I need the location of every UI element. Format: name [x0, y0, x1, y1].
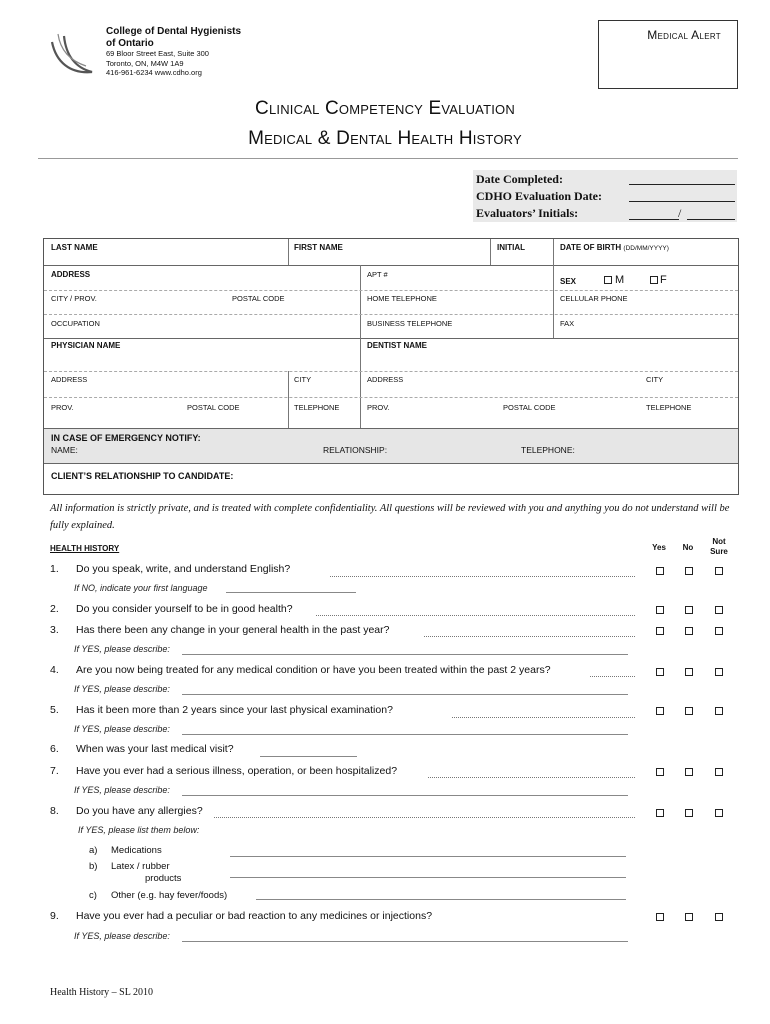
- q1-no-checkbox[interactable]: [685, 567, 693, 575]
- q2-text: Do you consider yourself to be in good health?: [76, 603, 293, 615]
- form-title: Clinical Competency Evaluation: [255, 98, 515, 119]
- q5-number: 5.: [50, 704, 59, 716]
- cellular-phone-label: CELLULAR PHONE: [560, 294, 628, 303]
- q5-not-sure-checkbox[interactable]: [715, 707, 723, 715]
- q6-number: 6.: [50, 743, 59, 755]
- q6-text: When was your last medical visit?: [76, 743, 234, 755]
- initials-label: Evaluators’ Initials:: [476, 206, 579, 220]
- q4-yes-checkbox[interactable]: [656, 668, 664, 676]
- medical-alert-label: Medical Alert: [647, 28, 721, 42]
- q8-number: 8.: [50, 805, 59, 817]
- q3-no-checkbox[interactable]: [685, 627, 693, 635]
- org-name: College of Dental Hygienists of Ontario: [106, 26, 242, 49]
- date-completed-label: Date Completed:: [476, 172, 563, 186]
- emergency-contact-section: [44, 428, 738, 463]
- cdho-logo-icon: [46, 22, 98, 78]
- header-divider: [38, 158, 738, 159]
- confidentiality-note: All information is strictly private, and is treated with complete confidentiality. All questions will be reviewed with you and anything you do not understand will be fully explained.: [50, 503, 730, 531]
- date-completed-field[interactable]: [629, 184, 735, 185]
- q5-no-checkbox[interactable]: [685, 707, 693, 715]
- home-telephone-label: HOME TELEPHONE: [367, 294, 437, 303]
- physician-postal-label: POSTAL CODE: [187, 403, 240, 412]
- physician-prov-label: PROV.: [51, 403, 74, 412]
- q8c-label: Other (e.g. hay fever/foods): [111, 890, 228, 901]
- form-subtitle: Medical & Dental Health History: [248, 128, 522, 149]
- q9-followup: If YES, please describe:: [74, 931, 170, 941]
- q7-followup: If YES, please describe:: [74, 785, 170, 795]
- city-prov-label: CITY / PROV.: [51, 294, 97, 303]
- q7-text: Have you ever had a serious illness, operation, or been hospitalized?: [76, 765, 398, 777]
- q1-not-sure-checkbox[interactable]: [715, 567, 723, 575]
- occupation-label: OCCUPATION: [51, 319, 100, 328]
- sex-m-label: M: [615, 274, 625, 286]
- dentist-prov-label: PROV.: [367, 403, 390, 412]
- initials-separator: /: [678, 206, 682, 220]
- initial-label: INITIAL: [497, 243, 525, 252]
- last-name-label: LAST NAME: [51, 243, 98, 252]
- q5-yes-checkbox[interactable]: [656, 707, 664, 715]
- physician-telephone-label: TELEPHONE: [294, 403, 340, 412]
- sex-m-checkbox[interactable]: [604, 276, 612, 284]
- q8a-letter: a): [89, 845, 98, 856]
- q8-yes-checkbox[interactable]: [656, 809, 664, 817]
- sex-f-checkbox[interactable]: [650, 276, 658, 284]
- emergency-heading: IN CASE OF EMERGENCY NOTIFY:: [51, 433, 201, 443]
- q4-followup: If YES, please describe:: [74, 684, 170, 694]
- q5-followup: If YES, please describe:: [74, 724, 170, 734]
- cdho-date-label: CDHO Evaluation Date:: [476, 189, 602, 203]
- q3-yes-checkbox[interactable]: [656, 627, 664, 635]
- q4-no-checkbox[interactable]: [685, 668, 693, 676]
- first-name-label: FIRST NAME: [294, 243, 343, 252]
- q9-number: 9.: [50, 910, 59, 922]
- emergency-relationship-label: RELATIONSHIP:: [323, 445, 388, 455]
- evaluation-dates: [473, 170, 737, 222]
- q8a-medications-field[interactable]: [230, 856, 626, 857]
- initials-field-1[interactable]: [629, 219, 679, 220]
- client-relationship-label: CLIENT’S RELATIONSHIP TO CANDIDATE:: [51, 471, 234, 481]
- q8b-letter: b): [89, 861, 98, 872]
- q3-number: 3.: [50, 624, 59, 636]
- client-info-table: [43, 238, 739, 495]
- col-yes: Yes: [652, 543, 666, 552]
- q4-number: 4.: [50, 664, 59, 676]
- dentist-postal-label: POSTAL CODE: [503, 403, 556, 412]
- q8c-other-field[interactable]: [256, 899, 626, 900]
- col-no: No: [682, 543, 694, 552]
- q1-followup: If NO, indicate your first language: [74, 583, 208, 593]
- physician-address-label: ADDRESS: [51, 375, 88, 384]
- postal-code-label: POSTAL CODE: [232, 294, 285, 303]
- q5-describe-field[interactable]: [182, 734, 628, 735]
- q8b-label-2: products: [145, 873, 182, 884]
- q4-not-sure-checkbox[interactable]: [715, 668, 723, 676]
- physician-name-label: PHYSICIAN NAME: [51, 341, 121, 350]
- q1-language-field[interactable]: [226, 592, 356, 593]
- q7-no-checkbox[interactable]: [685, 768, 693, 776]
- dentist-name-label: DENTIST NAME: [367, 341, 427, 350]
- q2-yes-checkbox[interactable]: [656, 606, 664, 614]
- q8a-label: Medications: [111, 845, 162, 856]
- q6-last-visit-field[interactable]: [260, 756, 357, 757]
- fax-label: FAX: [560, 319, 575, 328]
- q4-describe-field[interactable]: [182, 694, 628, 695]
- page-footer: Health History – SL 2010: [50, 987, 153, 998]
- q2-no-checkbox[interactable]: [685, 606, 693, 614]
- q5-text: Has it been more than 2 years since your last physical examination?: [76, 704, 393, 716]
- q2-not-sure-checkbox[interactable]: [715, 606, 723, 614]
- apt-label: APT #: [367, 270, 388, 279]
- q3-not-sure-checkbox[interactable]: [715, 627, 723, 635]
- emergency-name-label: NAME:: [51, 445, 78, 455]
- emergency-telephone-label: TELEPHONE:: [521, 445, 575, 455]
- q2-number: 2.: [50, 603, 59, 615]
- medical-alert-box[interactable]: [598, 20, 738, 89]
- initials-field-2[interactable]: [687, 219, 735, 220]
- q8-text: Do you have any allergies?: [76, 805, 203, 817]
- q8b-latex-field[interactable]: [230, 877, 626, 878]
- q8b-label: Latex / rubber: [111, 861, 170, 872]
- q9-not-sure-checkbox[interactable]: [715, 913, 723, 921]
- q9-text: Have you ever had a peculiar or bad reaction to any medicines or injections?: [76, 910, 433, 922]
- physician-city-label: CITY: [294, 375, 312, 384]
- q9-no-checkbox[interactable]: [685, 913, 693, 921]
- q3-describe-field[interactable]: [182, 654, 628, 655]
- sex-label: SEX: [560, 277, 577, 286]
- dentist-address-label: ADDRESS: [367, 375, 404, 384]
- q7-yes-checkbox[interactable]: [656, 768, 664, 776]
- q1-yes-checkbox[interactable]: [656, 567, 664, 575]
- sex-f-label: F: [660, 274, 667, 286]
- q9-yes-checkbox[interactable]: [656, 913, 664, 921]
- q8c-letter: c): [89, 890, 97, 901]
- q1-number: 1.: [50, 563, 59, 575]
- q7-describe-field[interactable]: [182, 795, 628, 796]
- org-address: 69 Bloor Street East, Suite 300 Toronto, ON, M4W 1A9 416-961-6234 www.cdho.org: [106, 49, 209, 77]
- business-telephone-label: BUSINESS TELEPHONE: [367, 319, 453, 328]
- cdho-date-field[interactable]: [629, 201, 735, 202]
- dentist-city-label: CITY: [646, 375, 664, 384]
- q8-no-checkbox[interactable]: [685, 809, 693, 817]
- q7-number: 7.: [50, 765, 59, 777]
- q1-text: Do you speak, write, and understand English?: [76, 563, 291, 575]
- col-not-sure: Not Sure: [710, 537, 728, 556]
- q8-followup: If YES, please list them below:: [78, 825, 200, 835]
- address-label: ADDRESS: [51, 270, 91, 279]
- health-history-heading: HEALTH HISTORY: [50, 544, 120, 553]
- q4-text: Are you now being treated for any medical condition or have you been treated within the past 2 years?: [76, 664, 551, 676]
- q8-not-sure-checkbox[interactable]: [715, 809, 723, 817]
- q9-describe-field[interactable]: [182, 941, 628, 942]
- q7-not-sure-checkbox[interactable]: [715, 768, 723, 776]
- dentist-telephone-label: TELEPHONE: [646, 403, 692, 412]
- q3-followup: If YES, please describe:: [74, 644, 170, 654]
- q3-text: Has there been any change in your general health in the past year?: [76, 624, 390, 636]
- dob-label: DATE OF BIRTH (DD/MM/YYYY): [560, 243, 669, 252]
